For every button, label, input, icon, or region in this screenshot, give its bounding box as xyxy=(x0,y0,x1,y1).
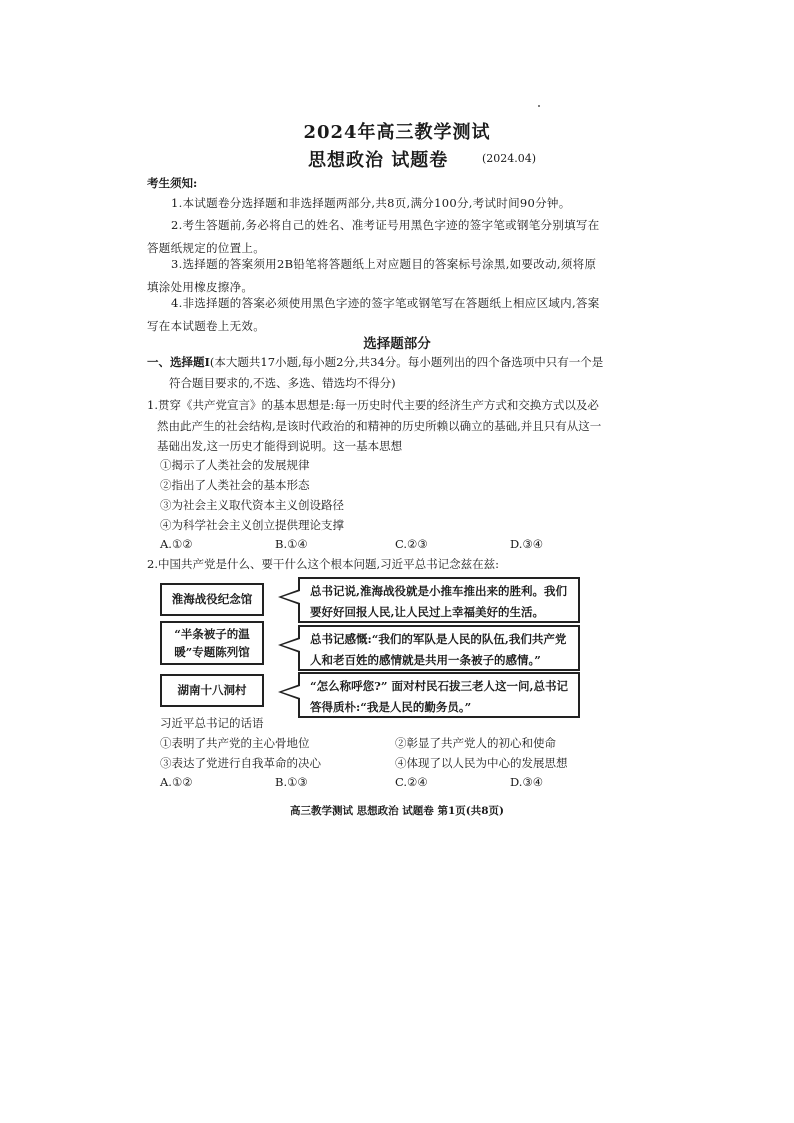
q2-lead: 习近平总书记的话语 xyxy=(160,716,264,730)
q1-option-d: D.③④ xyxy=(510,537,544,551)
q2-quote-1: 总书记说,淮海战役就是小推车推出来的胜利。我们要好好回报人民,让人民过上幸福美好的生活。 xyxy=(298,577,580,623)
page-footer: 高三教学测试 思想政治 试题卷 第1页(共8页) xyxy=(289,805,504,817)
q2-option-d: D.③④ xyxy=(510,775,544,789)
q2-option-b: B.①③ xyxy=(275,775,308,789)
q1-statement-4: ④为科学社会主义创立提供理论支撑 xyxy=(160,518,344,532)
q1-option-b: B.①④ xyxy=(275,537,308,551)
notice-item-2: 2.考生答题前,务必将自己的姓名、准考证号用黑色字迹的签字笔或钢笔分别填写在答题纸规定的位置上。 xyxy=(147,218,600,255)
q2-statement-1: ①表明了共产党的主心骨地位 xyxy=(160,736,310,750)
q2-option-a: A.①② xyxy=(160,775,193,789)
notice-heading: 考生须知: xyxy=(147,176,198,190)
notice-item-4: 4.非选择题的答案必须使用黑色字迹的签字笔或钢笔写在答题纸上相应区域内,答案写在本试题卷上无效。 xyxy=(147,296,600,333)
q1-statement-3: ③为社会主义取代资本主义创设路径 xyxy=(160,498,344,512)
instruction-label: 一、选择题Ⅰ xyxy=(147,355,210,369)
q2-statement-4: ④体现了以人民为中心的发展思想 xyxy=(395,756,568,770)
q1-option-a: A.①② xyxy=(160,537,193,551)
notice-item-3: 3.选择题的答案须用2B铅笔将答题纸上对应题目的答案标号涂黑,如要改动,须将原填涂处用橡皮擦净。 xyxy=(147,257,597,294)
q2-quote-3: “怎么称呼您?” 面对村民石拔三老人这一问,总书记答得质朴:“我是人民的勤务员。” xyxy=(298,672,580,718)
q2-place-2: “半条被子的温暖”专题陈列馆 xyxy=(160,621,264,665)
section-title: 选择题部分 xyxy=(363,336,431,352)
q1-stem xyxy=(147,395,605,457)
q2-quote-2: 总书记感慨:“我们的军队是人民的队伍,我们共产党人和老百姓的感情就是共用一条被子的感情。” xyxy=(298,625,580,671)
notice-item-1: 1.本试题卷分选择题和非选择题两部分,共8页,满分100分,考试时间90分钟。 xyxy=(171,196,571,210)
q2-place-1: 淮海战役纪念馆 xyxy=(160,583,264,616)
scan-speck xyxy=(538,105,540,107)
q1-option-c: C.②③ xyxy=(395,537,428,551)
q2-stem: 2.中国共产党是什么、要干什么这个根本问题,习近平总书记念兹在兹: xyxy=(147,557,499,571)
q2-place-3: 湖南十八洞村 xyxy=(160,674,264,707)
exam-subtitle: 思想政治 试题卷 xyxy=(308,150,449,171)
exam-date: (2024.04) xyxy=(482,152,537,165)
instruction-text: (本大题共17小题,每小题2分,共34分。每小题列出的四个备选项中只有一个是符合题目要求的,不选、多选、错选均不得分) xyxy=(169,355,604,390)
q2-statement-3: ③表达了党进行自我革命的决心 xyxy=(160,756,321,770)
section-instruction xyxy=(147,352,605,393)
q1-statement-1: ①揭示了人类社会的发展规律 xyxy=(160,458,310,472)
q2-option-c: C.②④ xyxy=(395,775,428,789)
q1-statement-2: ②指出了人类社会的基本形态 xyxy=(160,478,310,492)
exam-title: 2024年高三教学测试 xyxy=(303,122,491,143)
q1-stem-text: 1.贯穿《共产党宣言》的基本思想是:每一历史时代主要的经济生产方式和交换方式以及必然由此产生的社会结构,是该时代政治的和精神的历史所赖以确立的基础,并且只有从这一基础出发,这一历史才能得到说明。这一基本思想 xyxy=(147,398,602,453)
q2-statement-2: ②彰显了共产党人的初心和使命 xyxy=(395,736,556,750)
